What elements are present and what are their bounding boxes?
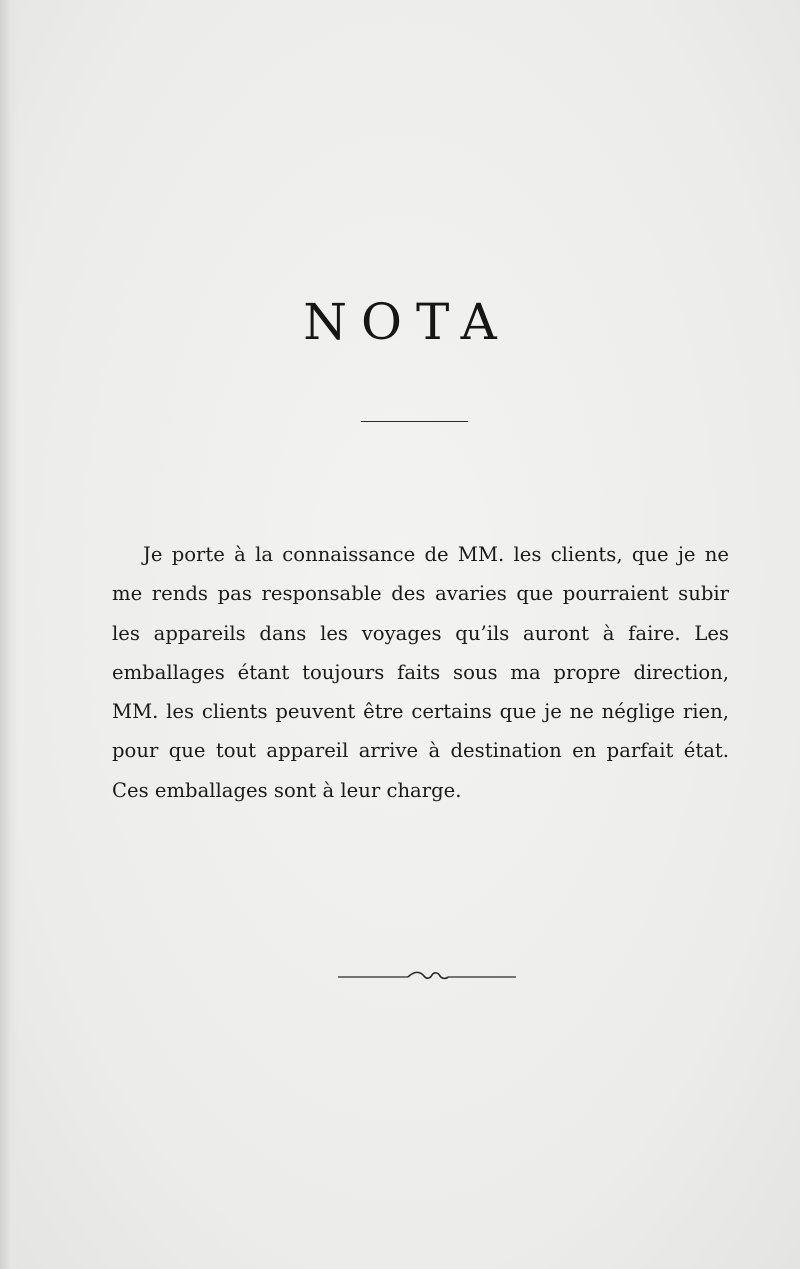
ornamental-divider-icon bbox=[338, 966, 516, 986]
page-title: NOTA bbox=[303, 293, 511, 351]
title-divider-rule bbox=[361, 421, 468, 422]
page-gutter-shadow bbox=[0, 0, 18, 1269]
notice-paragraph: Je porte à la connaissance de MM. les clients, que je ne me rends pas responsable des avaries que pourraient subir les appareils dans les voyages qu’ils auront à faire. Les emballages étant toujours faits sous ma propre direction, MM. les clients peuvent être certains que je ne néglige rien, pour que tout appareil arrive à destination en parfait état. Ces emballages sont à leur charge. bbox=[112, 543, 729, 802]
